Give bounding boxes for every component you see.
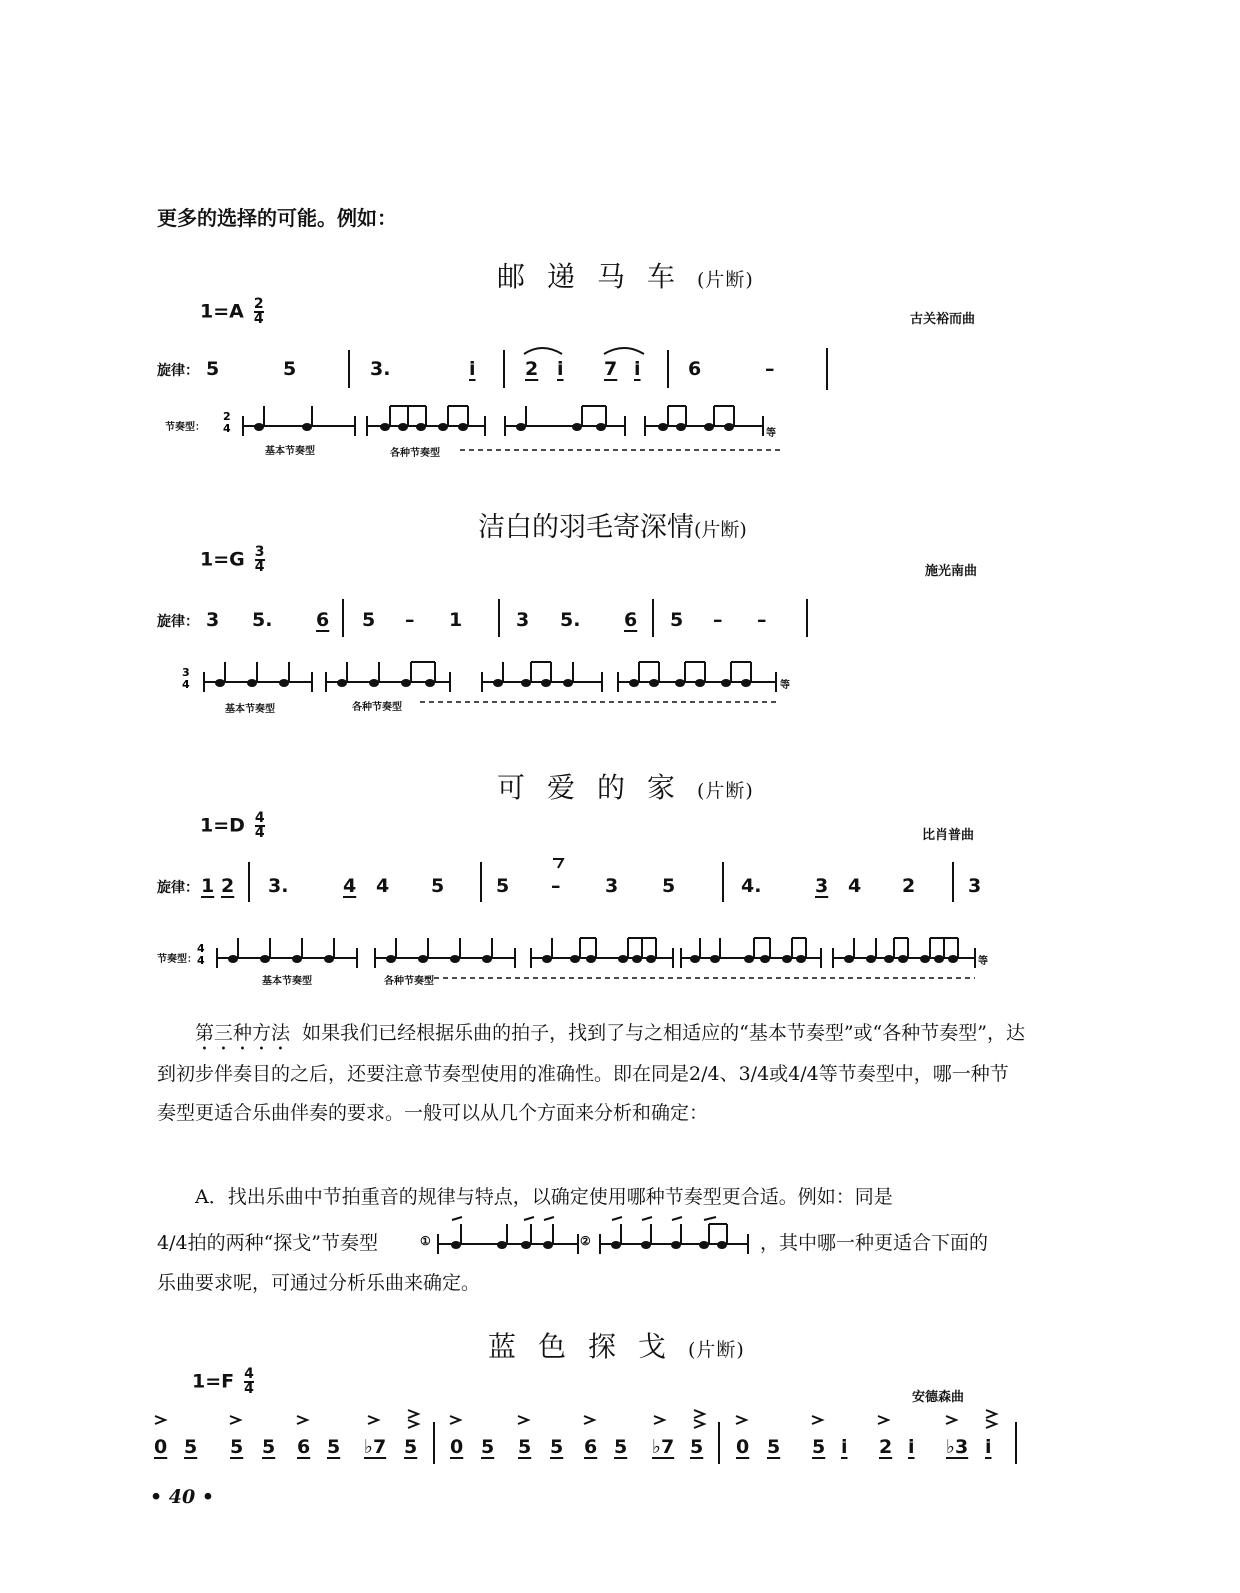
barline — [952, 862, 954, 902]
key-signature-1 — [200, 298, 264, 326]
key-signature-2 — [200, 546, 265, 574]
composer-1: 古关裕而曲 — [910, 312, 976, 327]
various-rhythm-label-1: 各种节奏型 — [390, 448, 440, 459]
etc-label-2: 等 — [780, 680, 790, 691]
composer-4: 安德森曲 — [912, 1390, 965, 1405]
melody-note: 5 — [327, 1436, 341, 1458]
key-signature-3 — [200, 812, 265, 840]
tango-intro: 4/4拍的两种“探戈”节奏型 — [157, 1232, 379, 1254]
melody-label-2: 旋律： — [157, 614, 199, 630]
melody-note: 0 — [450, 1436, 464, 1458]
time-num-1: 2 — [253, 296, 264, 312]
melody-note: 5 — [481, 1436, 495, 1458]
svg-text:3: 3 — [182, 666, 190, 679]
melody-note: 5 — [614, 1436, 628, 1458]
barline — [667, 350, 669, 388]
melody-note: 0 — [736, 1436, 750, 1458]
barline — [806, 599, 808, 637]
melody-note: 5 — [283, 358, 297, 380]
page-number: • 40 • — [150, 1486, 214, 1508]
melody-note: 4 — [343, 875, 357, 897]
melody-note: 2 — [879, 1436, 893, 1458]
time-den-3: 4 — [254, 825, 265, 841]
time-num-3: 4 — [254, 810, 265, 826]
melody-note: – — [405, 609, 415, 631]
svg-text:4: 4 — [197, 954, 205, 967]
melody-note: 6 — [297, 1436, 311, 1458]
melody-note: 4 — [376, 875, 390, 897]
melody-note: 5 — [262, 1436, 276, 1458]
rhythm-label-3: 节奏型： — [157, 954, 197, 965]
melody-note: 5 — [812, 1436, 826, 1458]
melody-note: 6 — [688, 358, 702, 380]
time-signature-3 — [255, 812, 265, 840]
piece-title-2-suffix: (片断) — [694, 519, 747, 541]
svg-text:4: 4 — [197, 942, 205, 955]
melody-note: 1 — [201, 875, 215, 897]
breath-mark-icon — [550, 856, 570, 870]
paragraph-a-line-1: A．找出乐曲中节拍重音的规律与特点，以确定使用哪种节奏型更合适。例如：同是 — [195, 1186, 893, 1208]
melody-note: 3 — [968, 875, 982, 897]
melody-note: ♭7 — [652, 1436, 675, 1458]
melody-note: 1 — [449, 609, 463, 631]
melody-note: 5. — [560, 609, 581, 631]
melody-note: i — [557, 358, 564, 380]
barline — [348, 350, 350, 388]
method-3-lead: 第三种方法 — [195, 1022, 291, 1044]
paragraph-method-3 — [157, 1014, 1027, 1133]
time-signature-2 — [255, 546, 265, 574]
tango-marker-1: ① — [420, 1234, 431, 1248]
barline — [498, 599, 500, 637]
melody-note: 6 — [316, 609, 330, 631]
piece-title-4-suffix: (片断) — [688, 1339, 745, 1361]
melody-note: 5 — [662, 875, 676, 897]
melody-note: 5 — [496, 875, 510, 897]
melody-note: 4 — [848, 875, 862, 897]
melody-note: – — [757, 609, 767, 631]
melody-note: 5 — [431, 875, 445, 897]
barline — [503, 350, 505, 388]
melody-note: – — [765, 358, 775, 380]
melody-note: – — [713, 609, 723, 631]
melody-note: 5 — [404, 1436, 418, 1458]
melody-note: – — [551, 875, 561, 897]
melody-note: 3. — [370, 358, 391, 380]
key-1: 1=A — [200, 300, 244, 323]
slur-marks-1 — [520, 342, 650, 356]
svg-text:2: 2 — [223, 410, 231, 423]
barline — [1015, 1422, 1017, 1464]
melody-note: 0 — [154, 1436, 168, 1458]
etc-label-1: 等 — [766, 428, 776, 439]
piece-title-3-main: 可爱的家 — [497, 771, 698, 804]
time-signature-4 — [244, 1368, 254, 1396]
melody-note: 5 — [690, 1436, 704, 1458]
barline — [342, 599, 344, 637]
time-den-2: 4 — [254, 559, 265, 575]
time-den-4: 4 — [244, 1381, 254, 1397]
composer-3: 比肖普曲 — [922, 828, 975, 843]
tango-question: ，其中哪一种更适合下面的 — [760, 1232, 989, 1254]
melody-note: i — [634, 358, 641, 380]
melody-note: 3. — [268, 875, 289, 897]
tango-rhythm-notation — [432, 1214, 762, 1258]
melody-note: 3 — [206, 609, 220, 631]
tango-line — [157, 1228, 378, 1255]
barline — [652, 599, 654, 637]
melody-label-1: 旋律： — [157, 363, 199, 379]
melody-note: i — [841, 1436, 848, 1458]
various-rhythm-label-2: 各种节奏型 — [352, 702, 402, 713]
paragraph-a-line-3: 乐曲要求呢，可通过分析乐曲来确定。 — [157, 1272, 481, 1294]
basic-rhythm-label-2: 基本节奏型 — [225, 704, 275, 715]
basic-rhythm-label-3: 基本节奏型 — [262, 976, 312, 987]
time-signature-1 — [254, 298, 264, 326]
paragraph-a — [157, 1178, 1027, 1217]
melody-note: 4. — [741, 875, 762, 897]
various-rhythm-label-3: 各种节奏型 — [384, 976, 434, 987]
melody-note: i — [469, 358, 476, 380]
rhythm-label-1: 节奏型： — [165, 422, 205, 433]
basic-rhythm-label-1: 基本节奏型 — [265, 446, 315, 457]
melody-note: i — [908, 1436, 915, 1458]
melody-note: 2 — [525, 358, 539, 380]
time-num-2: 3 — [254, 544, 265, 560]
accent-marks — [150, 1408, 1010, 1430]
barline — [248, 862, 250, 902]
melody-note: 6 — [584, 1436, 598, 1458]
melody-note: 5 — [550, 1436, 564, 1458]
method-3-text: 如果我们已经根据乐曲的拍子，找到了与之相适应的“基本节奏型”或“各种节奏型”，达到初步伴奏目的之后，还要注意节奏型使用的准确性。即在同是2/4、3/4或4/4等节奏型中，哪一种节奏型更适合乐曲伴奏的要求。一般可以从几个方面来分析和确定： — [157, 1022, 1025, 1124]
barline — [826, 348, 828, 390]
piece-title-4-main: 蓝色探戈 — [488, 1330, 689, 1363]
rhythm-notation-2 — [180, 648, 800, 708]
piece-title-2 — [478, 505, 747, 544]
tango-marker-2: ② — [580, 1234, 591, 1248]
melody-note: 5 — [670, 609, 684, 631]
piece-title-3-suffix: (片断) — [697, 780, 754, 802]
composer-2: 施光南曲 — [925, 564, 978, 579]
barline — [722, 862, 724, 902]
piece-title-4 — [488, 1325, 745, 1365]
melody-note: 3 — [516, 609, 530, 631]
melody-note: ♭7 — [364, 1436, 387, 1458]
piece-title-3 — [497, 766, 754, 806]
melody-note: 5. — [252, 609, 273, 631]
piece-title-2-main: 洁白的羽毛寄深情 — [478, 512, 694, 543]
piece-title-1-suffix: (片断) — [697, 269, 754, 291]
melody-note: i — [985, 1436, 992, 1458]
intro-text: 更多的选择的可能。例如： — [157, 206, 397, 230]
melody-label-3: 旋律： — [157, 880, 199, 896]
melody-note: 2 — [221, 875, 235, 897]
piece-title-1 — [497, 255, 754, 295]
key-3: 1=D — [200, 814, 245, 837]
melody-note: ♭3 — [946, 1436, 969, 1458]
time-den-1: 4 — [253, 311, 264, 327]
time-num-4: 4 — [244, 1366, 254, 1382]
barline — [480, 862, 482, 902]
melody-note: 5 — [206, 358, 220, 380]
rhythm-notation-3 — [195, 922, 985, 984]
etc-label-3: 等 — [978, 956, 988, 967]
melody-note: 7 — [604, 358, 618, 380]
melody-note: 5 — [184, 1436, 198, 1458]
melody-note: 3 — [605, 875, 619, 897]
melody-note: 5 — [230, 1436, 244, 1458]
svg-text:4: 4 — [182, 678, 190, 691]
svg-text:4: 4 — [223, 422, 231, 435]
key-4: 1=F — [192, 1370, 235, 1393]
piece-title-1-main: 邮递马车 — [497, 260, 698, 293]
melody-note: 5 — [767, 1436, 781, 1458]
melody-note: 3 — [815, 875, 829, 897]
melody-note: 6 — [624, 609, 638, 631]
melody-note: 2 — [902, 875, 916, 897]
melody-note: 5 — [518, 1436, 532, 1458]
key-signature-4 — [192, 1368, 254, 1396]
melody-note: 5 — [362, 609, 376, 631]
key-2: 1=G — [200, 548, 245, 571]
